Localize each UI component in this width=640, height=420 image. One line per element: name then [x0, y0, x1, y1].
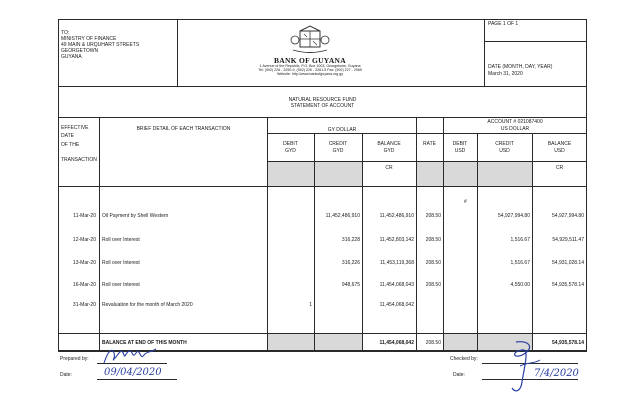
recipient-divider [177, 19, 178, 87]
prepared-by-signature [100, 345, 160, 367]
col-header-transaction: TRANSACTION [61, 157, 97, 163]
bank-phones: Tel: (592) 226 - 3250-9, (592) 226 - 3261-5 Fax: (592) 227 - 2965 [258, 68, 362, 72]
row-detail: Oil Payment by Shell Western [102, 213, 169, 219]
shade-totals-gycredit [315, 334, 362, 350]
col-header-us-cr: CR [555, 165, 564, 171]
row-us-credit: 54,927,994.80 [498, 213, 530, 219]
col-header-gy-debit-ccy: GYD [285, 148, 296, 154]
row-date: 11-Mar-20 [73, 213, 96, 219]
row-gy-credit: 948,675 [341, 282, 360, 288]
statement-title: STATEMENT OF ACCOUNT [290, 103, 355, 109]
col-header-detail: BRIEF DETAIL OF EACH TRANSACTION [136, 126, 231, 132]
row-rate: 208.50 [425, 213, 441, 219]
row-gy-credit: 316,228 [341, 237, 360, 243]
col-header-gy-credit: CREDIT [328, 141, 348, 147]
shade-gycredit-header [315, 162, 362, 186]
prepared-by-label: Prepared by: [60, 356, 89, 362]
bank-crest-icon [289, 22, 331, 56]
row-detail: Revaluation for the month of March 2020 [102, 302, 193, 308]
page-label: PAGE 1 OF 1 [488, 21, 519, 27]
row-detail: Roll over Interest [102, 237, 140, 243]
bank-address: 1 Avenue of the Republic, P.O. Box 1003, Georgetown, Guyana [259, 64, 361, 68]
date-right-label: Date: [453, 372, 465, 378]
col-header-us-balance: BALANCE [547, 141, 572, 147]
row-gy-credit: 11,452,486,910 [325, 213, 360, 219]
recipient-line: GUYANA [61, 54, 82, 60]
row-us-credit: 1,516.67 [510, 237, 530, 243]
row-gy-balance: 11,454,068,042 [379, 302, 414, 308]
col-header-us-credit-ccy: USD [499, 148, 510, 154]
col-header-gy-credit-ccy: GYD [332, 148, 344, 154]
totals-rate: 208.50 [425, 340, 441, 346]
account-number: ACCOUNT # 021087400 [487, 119, 543, 125]
col-header-gy-cr: CR [385, 165, 393, 171]
col-header-ofthe: OF THE [61, 142, 80, 148]
page-label-divider [484, 41, 587, 42]
totals-us-balance: 54,935,578.14 [552, 340, 584, 346]
row-gy-balance: 11,454,068,043 [379, 282, 414, 288]
frame-top [58, 19, 587, 20]
row-rate: 208.50 [425, 282, 441, 288]
col-header-us-credit: CREDIT [495, 141, 514, 147]
col-header-date: DATE [61, 133, 74, 139]
shade-gydebit-header [268, 162, 314, 186]
row-us-balance: 54,935,578.14 [552, 282, 584, 288]
row-date: 16-Mar-20 [72, 282, 96, 288]
checked-by-label: Checked by: [450, 356, 478, 362]
row-us-credit: 4,550.00 [510, 282, 530, 288]
col-header-gy-balance-ccy: GYD [383, 148, 395, 154]
row-gy-credit: 316,226 [341, 260, 360, 266]
header-divider [58, 86, 587, 87]
row-detail: Roll over Interest [102, 282, 140, 288]
row-gy-debit: 1 [309, 302, 312, 308]
bank-website: Website: http://www.bankofguyana.org.gy [276, 72, 344, 76]
account-currency: US DOLLAR [500, 126, 530, 132]
date-block-divider [484, 19, 485, 87]
group-header-line [267, 133, 587, 134]
shade-usdebit-header [444, 162, 477, 186]
fund-name: NATURAL RESOURCE FUND [288, 97, 357, 103]
row-gy-balance: 11,452,486,910 [379, 213, 414, 219]
column-header-bottom [58, 186, 587, 187]
frame-right [586, 19, 587, 351]
col-divider-gybalance [416, 117, 417, 351]
recipient-line: 49 MAIN & URQUHART STREETS [61, 42, 140, 48]
handwritten-date-left: 09/04/2020 [104, 367, 162, 378]
title-divider [58, 117, 587, 118]
col-header-gy-balance: BALANCE [377, 141, 401, 147]
row-rate: 208.50 [425, 237, 441, 243]
shade-totals-gydebit [268, 334, 314, 350]
shade-totals-usdebit [444, 334, 477, 350]
row-date: 13-Mar-20 [72, 260, 96, 266]
col-header-us-debit: DEBIT [452, 141, 468, 147]
row-rate: 208.50 [425, 260, 441, 266]
shade-uscredit-header [478, 162, 532, 186]
row-detail: Roll over Interest [102, 260, 140, 266]
date-block-value: March 31, 2020 [488, 71, 523, 77]
row-us-balance: 54,929,511.47 [552, 237, 584, 243]
row-us-balance: 54,931,028.14 [552, 260, 584, 266]
recipient-line: GEORGETOWN [61, 48, 99, 54]
row-gy-balance: 11,452,803,142 [379, 237, 414, 243]
date-left-label: Date: [60, 372, 72, 378]
frame-left [58, 19, 59, 351]
recipient-line: TO: [61, 30, 70, 36]
date-left-line [97, 379, 177, 380]
row-date: 12-Mar-20 [72, 237, 96, 243]
row-us-credit: 1,516.67 [510, 260, 530, 266]
col-header-us-debit-ccy: USD [454, 148, 466, 154]
totals-gy-balance: 11,454,068,042 [379, 340, 414, 346]
row-us-balance: 54,927,994.80 [552, 213, 584, 219]
bank-name: BANK OF GUYANA [274, 56, 346, 65]
col-header-gy-group: GY DOLLAR [327, 127, 357, 133]
col-divider-date [99, 117, 100, 351]
row-date: 31-Mar-20 [72, 302, 96, 308]
page-marker: # [464, 199, 467, 205]
col-header-us-balance-ccy: USD [554, 148, 565, 154]
row-gy-balance: 11,453,119,368 [379, 260, 414, 266]
handwritten-date-right: 7/4/2020 [534, 368, 579, 379]
recipient-line: MINISTRY OF FINANCE [61, 36, 117, 42]
col-header-gy-debit: DEBIT [283, 141, 298, 147]
shade-rate-header [417, 162, 443, 186]
col-header-effective: EFFECTIVE [61, 125, 89, 131]
col-header-rate: RATE [423, 141, 436, 147]
date-block-label: DATE (MONTH, DAY, YEAR) [488, 64, 553, 70]
totals-label: BALANCE AT END OF THIS MONTH [102, 340, 187, 346]
recipient-address [61, 30, 139, 60]
